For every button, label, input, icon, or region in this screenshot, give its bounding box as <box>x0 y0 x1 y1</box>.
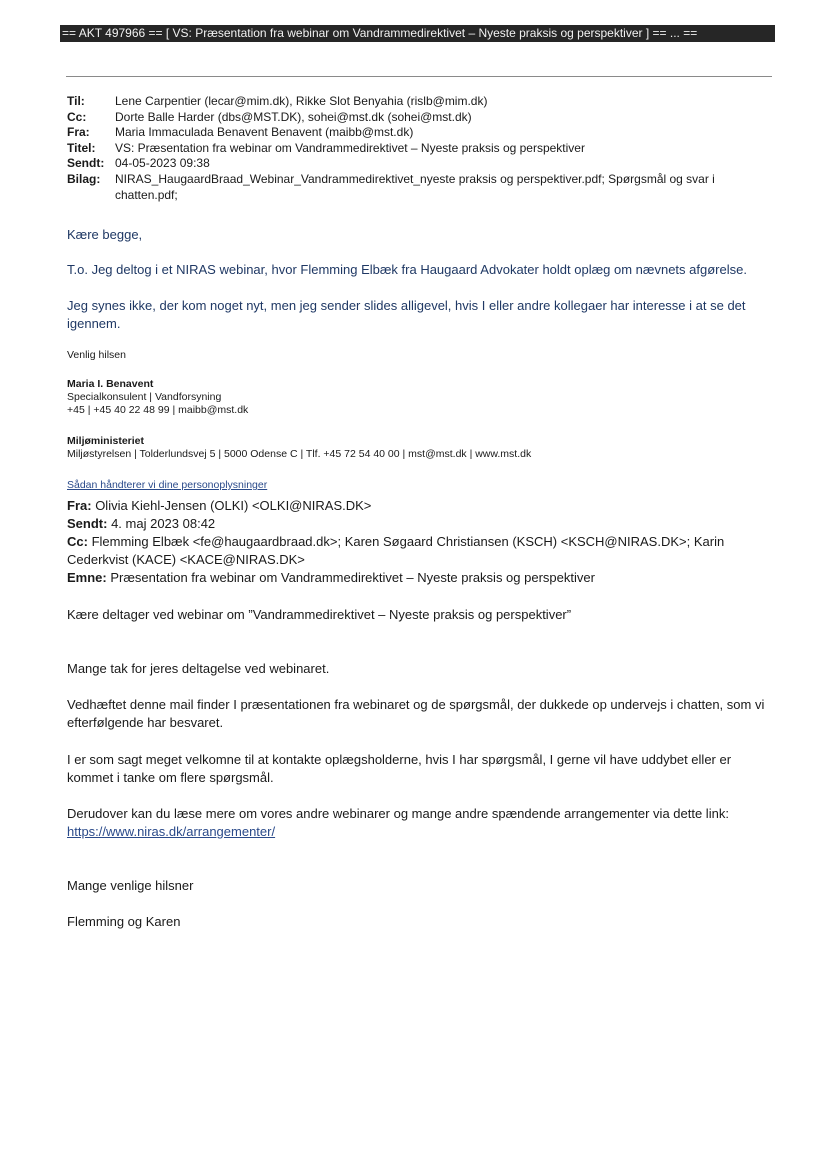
body-paragraph-2: Jeg synes ikke, der kom noget nyt, men jeg sender slides alligevel, hvis I eller andre kollegaer har interesse i at se det igennem. <box>67 298 746 331</box>
organisation-name: Miljøministeriet <box>67 435 145 447</box>
forwarded-cc-label: Cc: <box>67 534 88 549</box>
forwarded-sent-value: 4. maj 2023 08:42 <box>111 516 216 531</box>
forwarded-sent-row <box>67 515 773 533</box>
header-from-label: Fra: <box>67 125 90 140</box>
header-sent-value: 04-05-2023 09:38 <box>115 156 210 171</box>
header-cc-value: Dorte Balle Harder (dbs@MST.DK), sohei@mst.dk (sohei@mst.dk) <box>115 109 472 124</box>
header-sent-row <box>67 156 773 172</box>
header-divider <box>66 76 772 77</box>
organisation-address: Miljøstyrelsen | Tolderlundsvej 5 | 5000 Odense C | Tlf. +45 72 54 40 00 | mst@mst.dk | www.mst.dk <box>67 448 532 460</box>
forwarded-subject-label: Emne: <box>67 570 107 585</box>
header-from-value: Maria Immaculada Benavent Benavent (maibb@mst.dk) <box>115 125 414 140</box>
header-title-label: Titel: <box>67 140 96 155</box>
header-attachments-value: NIRAS_HaugaardBraad_Webinar_Vandrammedirektivet_nyeste praksis og perspektiver.pdf; Spørgsmål og svar i chatten.pdf; <box>115 171 715 202</box>
header-from-row <box>67 125 773 141</box>
signature-block <box>67 378 773 417</box>
forwarded-greeting: Kære deltager ved webinar om ”Vandrammedirektivet – Nyeste praksis og perspektiver” <box>67 607 572 622</box>
signature-closing: Venlig hilsen <box>67 349 126 361</box>
organisation-block <box>67 435 773 461</box>
body-greeting: Kære begge, <box>67 227 143 242</box>
header-title-row <box>67 141 773 157</box>
forwarded-signoff: Flemming og Karen <box>67 914 181 929</box>
body-paragraph-1: T.o. Jeg deltog i et NIRAS webinar, hvor Flemming Elbæk fra Haugaard Advokater holdt oplæg om nævnets afgørelse. <box>67 262 747 277</box>
forwarded-cc-value: Flemming Elbæk <fe@haugaardbraad.dk>; Karen Søgaard Christiansen (KSCH) <KSCH@NIRAS.DK>; Karin Cederkvist (KACE) <KACE@NIRAS.DK> <box>67 534 725 567</box>
forwarded-from-value: Olivia Kiehl-Jensen (OLKI) <OLKI@NIRAS.DK> <box>95 498 372 513</box>
forwarded-paragraph-4 <box>67 805 773 841</box>
forwarded-subject-value: Præsentation fra webinar om Vandrammedirektivet – Nyeste praksis og perspektiver <box>110 570 595 585</box>
signature-phone: +45 | +45 40 22 48 99 | maibb@mst.dk <box>67 404 249 416</box>
header-cc-label: Cc: <box>67 109 87 124</box>
header-attachments-row <box>67 172 773 203</box>
signature-name: Maria I. Benavent <box>67 378 154 390</box>
forwarded-paragraph-1: Mange tak for jeres deltagelse ved webinaret. <box>67 661 330 676</box>
header-attachments-label: Bilag: <box>67 171 101 186</box>
forwarded-closing: Mange venlige hilsner <box>67 878 194 893</box>
forwarded-cc-row <box>67 533 773 569</box>
email-header <box>67 94 773 203</box>
header-cc-row <box>67 110 773 126</box>
header-to-value: Lene Carpentier (lecar@mim.dk), Rikke Slot Benyahia (rislb@mim.dk) <box>115 94 488 108</box>
record-banner: == AKT 497966 == [ VS: Præsentation fra webinar om Vandrammedirektivet – Nyeste praksis og perspektiver ] == ... == <box>60 25 775 42</box>
header-title-value: VS: Præsentation fra webinar om Vandrammedirektivet – Nyeste praksis og perspektiver <box>115 140 585 155</box>
forwarded-from-label: Fra: <box>67 498 92 513</box>
forwarded-paragraph-2: Vedhæftet denne mail finder I præsentationen fra webinaret og de spørgsmål, der dukkede op undervejs i chatten, som vi efterfølgende har besvaret. <box>67 697 765 730</box>
forwarded-paragraph-4-text: Derudover kan du læse mere om vores andre webinarer og mange andre spændende arrangementer via dette link: <box>67 806 729 821</box>
forwarded-header <box>67 497 773 587</box>
signature-title: Specialkonsulent | Vandforsyning <box>67 391 222 403</box>
header-to-label: Til: <box>67 94 85 108</box>
arrangementer-link[interactable]: https://www.niras.dk/arrangementer/ <box>67 824 276 839</box>
forwarded-subject-row <box>67 569 773 587</box>
forwarded-paragraph-3: I er som sagt meget velkomne til at kontakte oplægsholderne, hvis I har spørgsmål, I gerne vil have uddybet eller er kommet i tanke om flere spørgsmål. <box>67 752 732 785</box>
forwarded-from-row <box>67 497 773 515</box>
header-to-row <box>67 94 773 110</box>
privacy-link[interactable]: Sådan håndterer vi dine personoplysninger <box>67 479 268 491</box>
header-sent-label: Sendt: <box>67 156 105 171</box>
forwarded-sent-label: Sendt: <box>67 516 108 531</box>
